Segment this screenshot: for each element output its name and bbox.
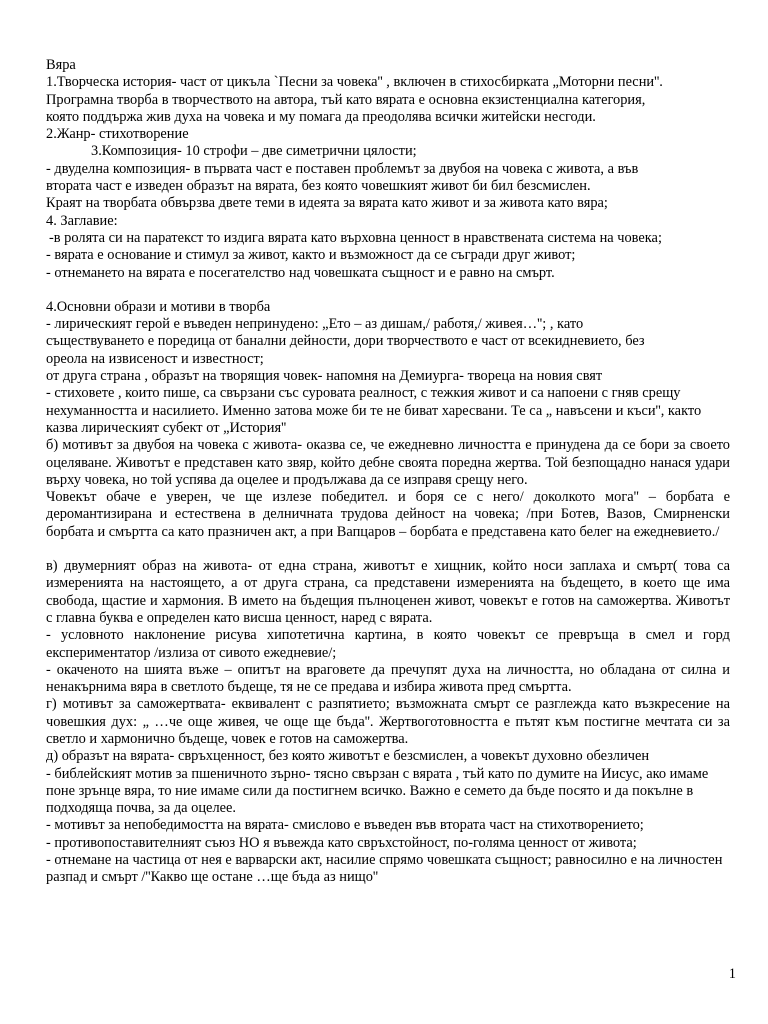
paragraph-history-2: Програмна творба в творчеството на автора, тъй като вярата е основна екзистенциална категория,	[46, 91, 646, 108]
spacer	[46, 541, 730, 558]
paragraph-history-3: която поддържа жив духа на човека и му помага да преодолява всички житейски несгоди.	[46, 108, 596, 125]
paragraph-hero-1: - лирическият герой е въведен непринудено: „Ето – аз дишам,/ работя,/ живея…''; , като	[46, 316, 584, 333]
paragraph-closing-1: - мотивът за непобедимостта на вярата- смислово е въведен във втората част на стихотворението;	[46, 817, 644, 834]
paragraph-biblical: - библейският мотив за пшеничното зърно- тясно свързан с вярата , тъй като по думите на Иисус, ако имаме поне зрънце вяра, то ние имаме сили да постигнем всичко. Важно е семето да бъде посято и да покълне в подходяща почва, за да оцелее.	[46, 765, 709, 817]
paragraph-faith-image: д) образът на вярата- свръхценност, без която животът е безсмислен, а човекът духовно обезличен	[46, 748, 650, 765]
paragraph-demiurge: от друга страна , образът на творящия човек- напомня на Демиурга- твореца на новия свят	[46, 368, 603, 385]
paragraph-noose: - окаченото на шията въже – опитът на враговете да пречупят духа на личността, но обладана от силна и ненакърнима вяра в светлото бъдеще, тя не се предава и избира живота пред смъртта.	[46, 661, 730, 696]
section-images-heading: 4.Основни образи и мотиви в творба	[46, 298, 271, 315]
paragraph-hero-2: съществуването е поредица от банални дейности, дори творчеството е част от всекидневието, без	[46, 333, 645, 350]
paragraph-composition-heading: 3.Композиция- 10 строфи – две симетрични цялости;	[91, 143, 417, 160]
paragraph-composition-2: втората част е изведен образът на вярата, без която човешкият живот би бил безсмислен.	[46, 178, 591, 195]
paragraph-history-1: 1.Творческа история- част от цикъла `Песни за човека'' , включен в стихосбирката „Моторни песни''.	[46, 74, 663, 91]
paragraph-winner: Човекът обаче е уверен, че ще излезе победител. и боря се с него/ доколкото мога'' – борбата е деромантизирана и естествена в делничната трудова дейност на човека; /при Ботев, Вазов, Смирненски борбата и смъртта са като празничен акт, а при Вапцаров – борбата е представена като белег на ежедневието./	[46, 489, 730, 540]
page-number: 1	[728, 966, 736, 982]
paragraph-composition-1: - двуделна композиция- в първата част е поставен проблемът за двубоя на човека с живота, а във	[46, 160, 639, 177]
document-title: Вяра	[46, 57, 76, 73]
paragraph-closing-2: - противопоставителният съюз НО я въвежда като свръхстойност, по-голяма ценност от живота;	[46, 834, 637, 851]
section-title-heading: 4. Заглавие:	[46, 212, 118, 229]
paragraph-hero-3: ореола на извисеност и известност;	[46, 350, 264, 367]
paragraph-genre: 2.Жанр- стихотворение	[46, 126, 189, 143]
title-point-2: - вярата е основание и стимул за живот, както и възможност да се съгради друг живот;	[46, 247, 576, 264]
title-point-1: -в ролята си на паратекст то издига вярата като върховна ценност в нравствената система на човека;	[49, 229, 662, 246]
paragraph-composition-3: Краят на творбата обвързва двете теми в идеята за вярата като живот и за живота като вяра;	[46, 195, 608, 212]
paragraph-poems: - стиховете , които пише, са свързани със суровата реалност, с тежкия живот и са напоени с гняв срещу нехуманността и насилието. Именно затова може би те не биват харесвани. Те са „ навъсени и къси'', както казва лирическият субект от „История''	[46, 385, 702, 436]
paragraph-closing-3: - отнемане на частица от нея е варварски акт, насилие спрямо човешката същност; равносилно е на личностен разпад и смърт /''Какво ще остане …ще бъда аз нищо''	[46, 852, 723, 886]
paragraph-struggle: б) мотивът за двубоя на човека с живота- оказва се, че ежедневно личността е принудена да се бори за своето оцеляване. Животът е представен като звяр, който дебне своята поредна жертва. Той безпощадно нанася удари върху човека, но той успява да оцелее и продължава да се изправя срещу него.	[46, 437, 730, 488]
title-point-3: - отнемането на вярата е посегателство над човешката същност и е равно на смърт.	[46, 264, 555, 281]
spacer	[46, 282, 730, 299]
paragraph-conditional: - условното наклонение рисува хипотетична картина, в която човекът се превръща в смел и горд експериментатор /излиза от сивото ежедневие/;	[46, 627, 730, 661]
document-body	[46, 57, 730, 887]
paragraph-sacrifice: г) мотивът за саможертвата- еквивалент с разпятието; възможната смърт се разглежда като възкресение на човешкия дух: „ …че още живея, че още ще бъда''. Жертвоготовността е пътят към постигне мечтата си за светло и хармонично бъдеще, човек е готов на саможертва.	[46, 696, 730, 747]
paragraph-twofold-life: в) двумерният образ на живота- от една страна, животът е хищник, който носи заплаха и смърт( това са измеренията на настоящето, а от друга страна, са представени измеренията на бъдещето, в което ще има свобода, щастие и хармония. В името на бъдещия пълноценен живот, човекът е готов на саможертва. Животът с главна буква е определен като висша ценност, наред с вярата.	[46, 558, 730, 626]
